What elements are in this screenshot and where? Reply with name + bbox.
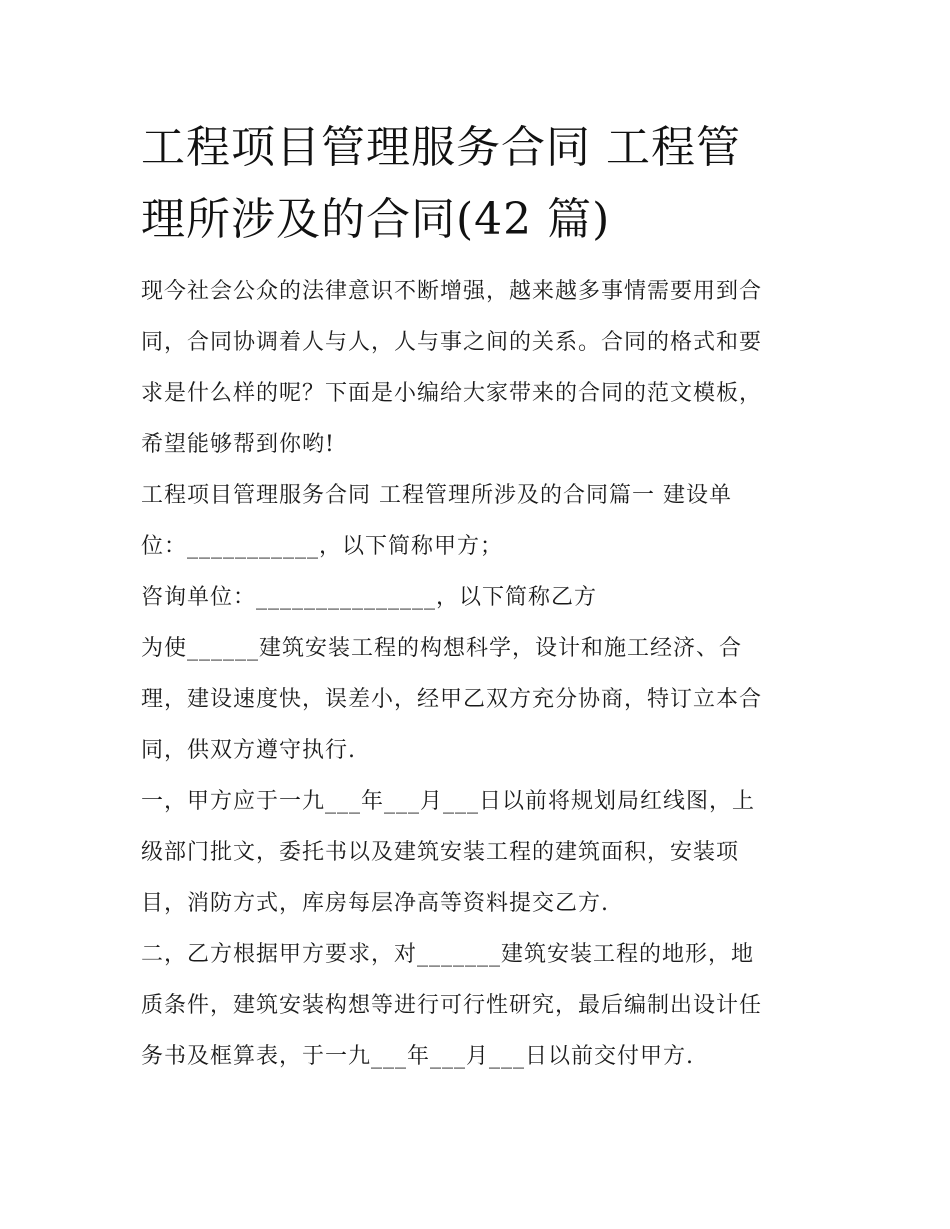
text-line: 二，乙方根据甲方要求，对_______建筑安装工程的地形，地 <box>141 942 755 967</box>
text-line: 同，合同协调着人与人，人与事之间的关系。合同的格式和要 <box>141 330 763 355</box>
text-line: 级部门批文，委托书以及建筑安装工程的建筑面积，安装项 <box>141 840 740 865</box>
title-line: 理所涉及的合同(42 篇) <box>141 194 611 245</box>
text-line: 理，建设速度快，误差小，经甲乙双方充分协商，特订立本合 <box>141 687 763 712</box>
text-line: 为使______建筑安装工程的构想科学，设计和施工经济、合 <box>141 636 743 661</box>
text-line: 希望能够帮到你哟! <box>141 432 335 457</box>
party-b-paragraph <box>141 572 817 623</box>
text-line: 务书及框算表，于一九___年___月___日以前交付甲方. <box>141 1044 694 1069</box>
intro-paragraph <box>141 266 817 470</box>
document-content <box>141 112 817 1082</box>
text-line: 一，甲方应于一九___年___月___日以前将规划局红线图，上 <box>141 789 756 814</box>
text-line: 质条件，建筑安装构想等进行可行性研究，最后编制出设计任 <box>141 993 763 1018</box>
text-line: 同，供双方遵守执行. <box>141 738 356 763</box>
clause-two-paragraph <box>141 929 817 1082</box>
clause-one-paragraph <box>141 776 817 929</box>
text-line: 咨询单位：_______________，以下简称乙方 <box>141 585 598 610</box>
text-line: 求是什么样的呢？下面是小编给大家带来的合同的范文模板， <box>141 381 763 406</box>
text-line: 位：___________，以下简称甲方； <box>141 534 504 559</box>
text-line: 工程项目管理服务合同 工程管理所涉及的合同篇一 建设单 <box>141 483 732 508</box>
party-a-paragraph <box>141 470 817 572</box>
title-line: 工程项目管理服务合同 工程管 <box>141 122 741 173</box>
purpose-paragraph <box>141 623 817 776</box>
document-title <box>141 112 817 256</box>
text-line: 现今社会公众的法律意识不断增强，越来越多事情需要用到合 <box>141 279 763 304</box>
text-line: 目，消防方式，库房每层净高等资料提交乙方. <box>141 891 609 916</box>
